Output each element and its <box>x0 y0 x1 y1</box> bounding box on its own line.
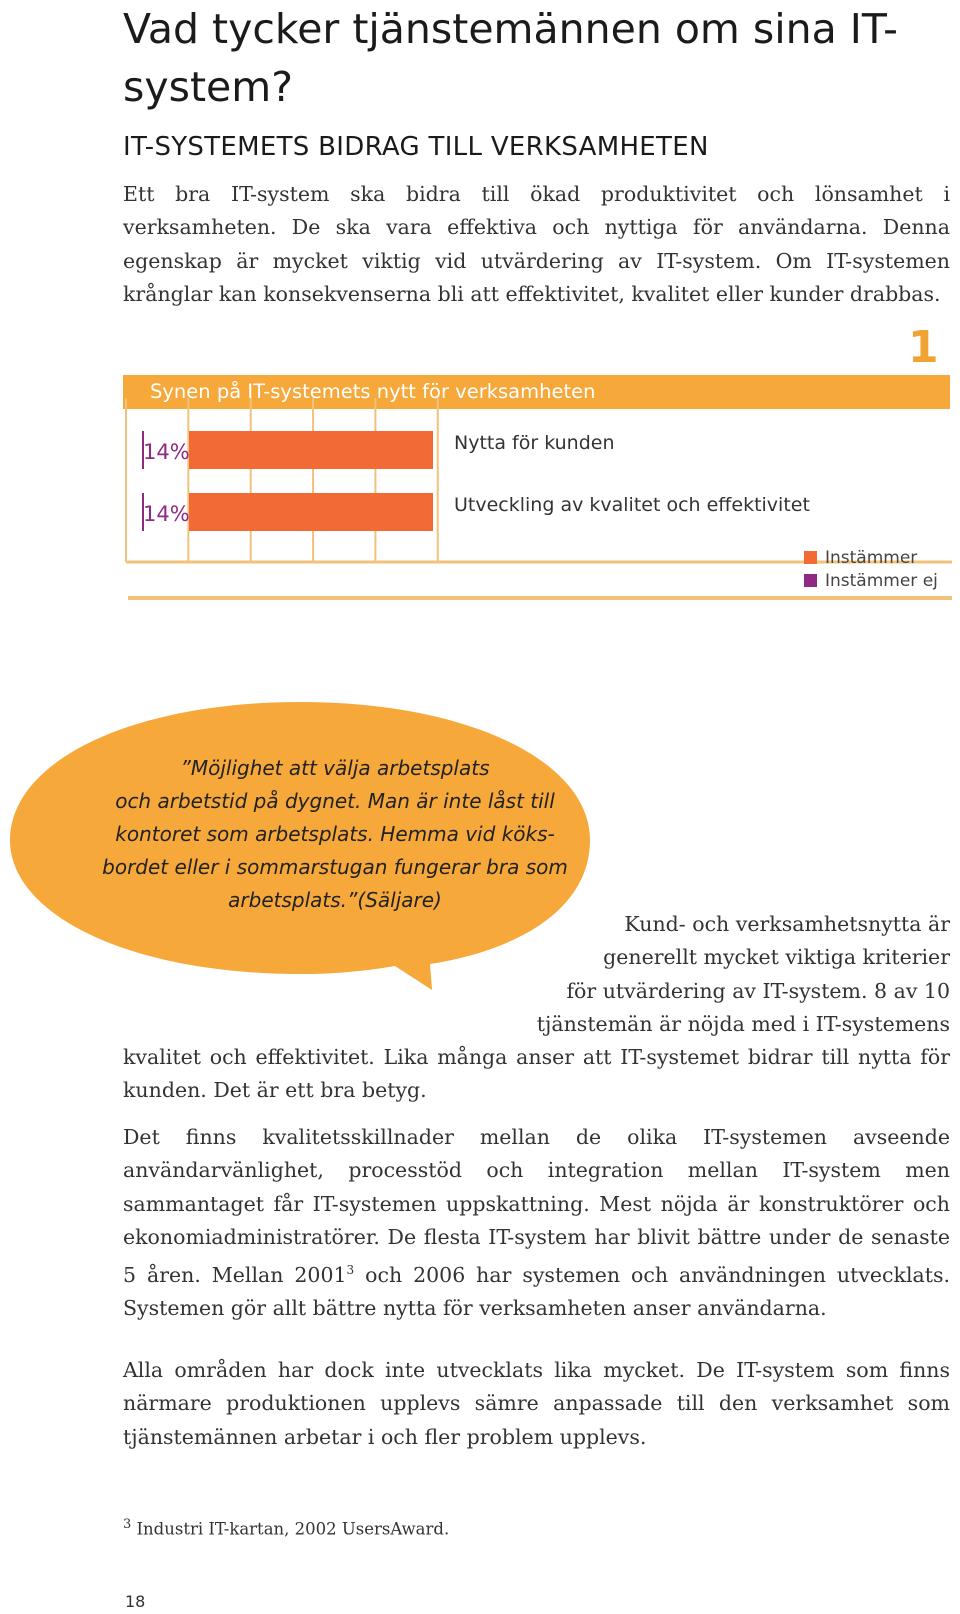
paragraph-line: generellt mycket viktiga kriterier <box>603 945 950 970</box>
footnote <box>123 1517 449 1539</box>
data-label-instammer-ej: 14% <box>143 502 190 526</box>
paragraph-text: Det finns kvalitetsskillnader mellan de olika IT-systemen avseende användarvänlighet, processtöd och integration mellan IT-system men sammantaget får IT-systemen uppskattning. Mest nöjda är konstruktörer och ekonomiadministratörer. De flesta IT-system har blivit bättre under de senaste 5 åren. Mellan 2001 <box>123 1125 950 1288</box>
legend-label: Instämmer ej <box>825 571 938 591</box>
footnote-mark: 3 <box>123 1517 132 1532</box>
paragraph-line: tjänstemän är nöjda med i IT-systemens <box>536 1011 950 1036</box>
quote-line: bordet eller i sommarstugan fungerar bra som <box>102 855 568 879</box>
category-label-nytta: Nytta för kunden <box>454 432 615 454</box>
paragraph-3: Alla områden har dock inte utvecklats lika mycket. De IT-system som finns närmare produktionen upplevs sämre anpassade till den verksamhet som tjänstemännen arbetar i och fler problem upplevs. <box>123 1358 950 1449</box>
legend-item-instammer <box>804 548 917 568</box>
data-label-instammer-ej: 14% <box>143 440 190 464</box>
category-label-kvalitet: Utveckling av kvalitet och effektivitet <box>454 494 810 516</box>
section-heading: IT-SYSTEMETS BIDRAG TILL VERKSAMHETEN <box>123 132 709 162</box>
chart-title: Synen på IT-systemets nytt för verksamheten <box>150 380 596 403</box>
footnote-reference: 3 <box>346 1263 355 1278</box>
page-title: Vad tycker tjänstemännen om sina IT-system? <box>123 5 898 111</box>
quote-text <box>50 752 620 917</box>
paragraph-line: Kund- och verksamhetsnytta är <box>624 912 950 936</box>
paragraph-text: och 2006 har systemen och användningen utvecklats. Systemen gör allt bättre nytta för verksamheten anser användarna. <box>123 1263 950 1321</box>
quote-line: ”Möjlighet att välja arbetsplats <box>180 756 490 780</box>
quote-line: och arbetstid på dygnet. Man är inte låst till <box>115 789 555 813</box>
legend-swatch-orange <box>804 551 817 564</box>
data-label-instammer: 79 % <box>376 502 430 526</box>
legend-swatch-purple <box>804 574 817 587</box>
quote-line: kontoret som arbetsplats. Hemma vid köks- <box>115 822 555 846</box>
page-number: 18 <box>125 1592 146 1611</box>
paragraph-rest: kvalitet och effektivitet. Lika många anser att IT-systemet bidrar till nytta för kunden. Det är ett bra betyg. <box>123 1045 950 1103</box>
bar-chart <box>0 0 960 640</box>
legend-label: Instämmer <box>825 548 918 568</box>
paragraph-line: för utvärdering av IT-system. 8 av 10 <box>566 978 950 1003</box>
chart-number: 1 <box>908 322 939 373</box>
intro-paragraph: Ett bra IT-system ska bidra till ökad produktivitet och lönsamhet i verksamheten. De ska vara effektiva och nyttiga för användarna. Denna egenskap är mycket viktig vid utvärdering av IT-system. Om IT-systemen krånglar kan konsekvenserna bli att effektivitet, kvalitet eller kunder drabbas. <box>123 182 950 306</box>
paragraph-2 <box>123 1121 950 1326</box>
footnote-text: Industri IT-kartan, 2002 UsersAward. <box>131 1519 450 1539</box>
legend-item-instammer-ej <box>804 571 938 591</box>
quote-line: arbetsplats.”(Säljare) <box>228 888 442 912</box>
data-label-instammer: 78% <box>383 440 430 464</box>
paragraph-1 <box>123 908 950 1108</box>
